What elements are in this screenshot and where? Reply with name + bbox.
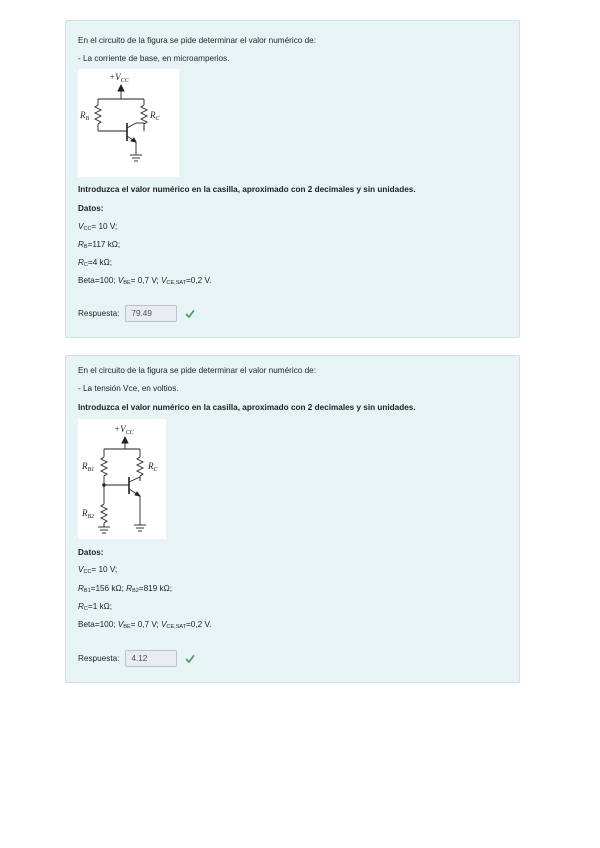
q2-datos-rb: $R_{B1}=156$ kΩ; $R_{B2}=819$ kΩ; [78,584,173,594]
correct-check-icon [185,309,195,319]
question-2-panel [65,355,520,683]
q2-item: - La tensión Vce, en voltios. [78,384,179,393]
q1-answer-row [78,305,195,322]
q1-item: - La corriente de base, en microamperios. [78,54,230,63]
q2-datos-title: Datos: [78,548,104,557]
q2-answer-row [78,650,195,667]
q1-datos-rc: $R_C=4$ kΩ; [78,258,113,268]
q1-label-vcc: $+V_{CC}$ [109,72,129,84]
q1-answer-input[interactable]: 79.49 [125,305,177,322]
question-1-panel [65,20,520,338]
q1-instruction: Introduzca el valor numérico en la casilla, aproximado con 2 decimales y sin unidades. [78,185,416,194]
q1-datos-rb: $R_B=117$ kΩ; [78,240,121,250]
q1-label-rc: $R_C$ [150,110,160,122]
q2-datos-vcc: $V_{CC}= 10$ V; [78,565,118,575]
correct-check-icon [185,654,195,664]
q1-datos-title: Datos: [78,204,104,213]
q2-answer-input[interactable]: 4.12 [125,650,177,667]
q2-circuit-figure [78,419,166,539]
q1-label-rb: $R_B$ [80,110,90,122]
q1-datos-vcc: $V_{CC}= 10$ V; [78,222,118,232]
q2-label-rc: $R_C$ [148,461,158,473]
q1-intro: En el circuito de la figura se pide determinar el valor numérico de: [78,36,317,45]
q2-instruction: Introduzca el valor numérico en la casilla, aproximado con 2 decimales y sin unidades. [78,403,416,412]
q1-answer-label: Respuesta: [78,309,120,318]
q2-intro: En el circuito de la figura se pide determinar el valor numérico de: [78,366,317,375]
q2-label-vcc: $+V_{CC}$ [114,424,134,436]
q1-datos-beta: Beta=100; $V_{BE}= 0,7$ V; $V_{CE,SAT}=0,2$ V. [78,276,212,286]
q2-datos-beta: Beta=100; $V_{BE}= 0,7$ V; $V_{CE,SAT}=0,2$ V. [78,620,212,630]
q2-label-rb1: $R_{B1}$ [82,461,95,473]
q2-answer-label: Respuesta: [78,654,120,663]
q1-circuit-diagram [78,69,179,177]
q2-datos-rc: $R_C=1$ kΩ; [78,602,113,612]
q2-circuit-diagram [78,419,166,539]
q2-label-rb2: $R_{B2}$ [82,508,95,520]
q1-circuit-figure [78,69,179,177]
